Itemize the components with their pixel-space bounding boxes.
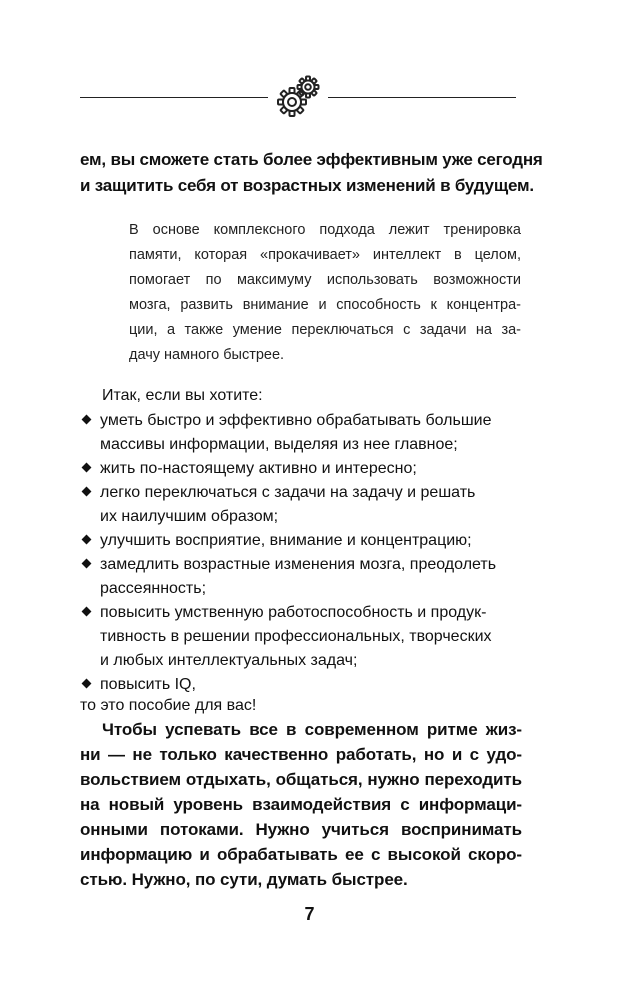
list-item <box>80 409 522 457</box>
text-line: уметь быстро и эффективно обрабатывать большие <box>100 412 492 429</box>
text-line: их наилучшим образом; <box>100 508 279 525</box>
text-line: Чтобы успевать все в современном ритме жиз- <box>102 720 522 739</box>
text-line: памяти, которая «прокачивает» интеллект в целом, <box>129 247 521 263</box>
header-rule-left <box>80 97 268 98</box>
text-line: повысить умственную работоспособность и продук- <box>100 604 487 621</box>
text-line: помогает по максимуму использовать возможности <box>129 272 521 288</box>
bold-paragraph <box>80 717 522 892</box>
text-line: ем, вы сможете стать более эффективным уже сегодня <box>80 150 543 169</box>
gears-icon <box>272 74 324 120</box>
header-rule-right <box>328 97 516 98</box>
text-line: ции, а также умение переключаться с задачи на за- <box>129 322 521 338</box>
diamond-bullet-icon <box>82 559 92 569</box>
list-item <box>80 457 522 481</box>
list-item <box>80 601 522 673</box>
text-line: и защитить себя от возрастных изменений в будущем. <box>80 176 534 195</box>
text-line: улучшить восприятие, внимание и концентрацию; <box>100 532 472 549</box>
quote-block <box>129 218 521 368</box>
page-number: 7 <box>304 904 315 924</box>
list-item <box>80 481 522 529</box>
diamond-bullet-icon <box>82 415 92 425</box>
text-line: вольствием отдыхать, общаться, нужно переходить <box>80 770 522 789</box>
bullet-list <box>80 409 522 697</box>
list-outro: то это пособие для вас! <box>80 697 257 714</box>
text-line: дачу намного быстрее. <box>129 347 285 363</box>
text-line: на новый уровень взаимодействия с информаци- <box>80 795 522 814</box>
chapter-header-ornament <box>0 72 619 122</box>
list-item <box>80 529 522 553</box>
text-line: жить по-настоящему активно и интересно; <box>100 460 417 477</box>
text-line: замедлить возрастные изменения мозга, преодолеть <box>100 556 497 573</box>
text-line: повысить IQ, <box>100 676 196 693</box>
diamond-bullet-icon <box>82 679 92 689</box>
diamond-bullet-icon <box>82 487 92 497</box>
list-item <box>80 553 522 601</box>
text-line: и любых интеллектуальных задач; <box>100 652 358 669</box>
text-line: легко переключаться с задачи на задачу и решать <box>100 484 476 501</box>
text-line: мозга, развить внимание и способность к концентра- <box>129 297 521 313</box>
text-line: тивность в решении профессиональных, творческих <box>100 628 492 645</box>
text-line: массивы информации, выделяя из нее главное; <box>100 436 458 453</box>
text-line: стью. Нужно, по сути, думать быстрее. <box>80 870 408 889</box>
diamond-bullet-icon <box>82 463 92 473</box>
text-line: онными потоками. Нужно учиться воспринимать <box>80 820 522 839</box>
diamond-bullet-icon <box>82 535 92 545</box>
diamond-bullet-icon <box>82 607 92 617</box>
intro-paragraph <box>80 147 543 199</box>
text-line: рассеянность; <box>100 580 207 597</box>
list-intro: Итак, если вы хотите: <box>102 387 263 404</box>
text-line: ни — не только качественно работать, но и с удо- <box>80 745 522 764</box>
text-line: информацию и обрабатывать ее с высокой скоро- <box>80 845 522 864</box>
text-line: В основе комплексного подхода лежит тренировка <box>129 222 521 238</box>
